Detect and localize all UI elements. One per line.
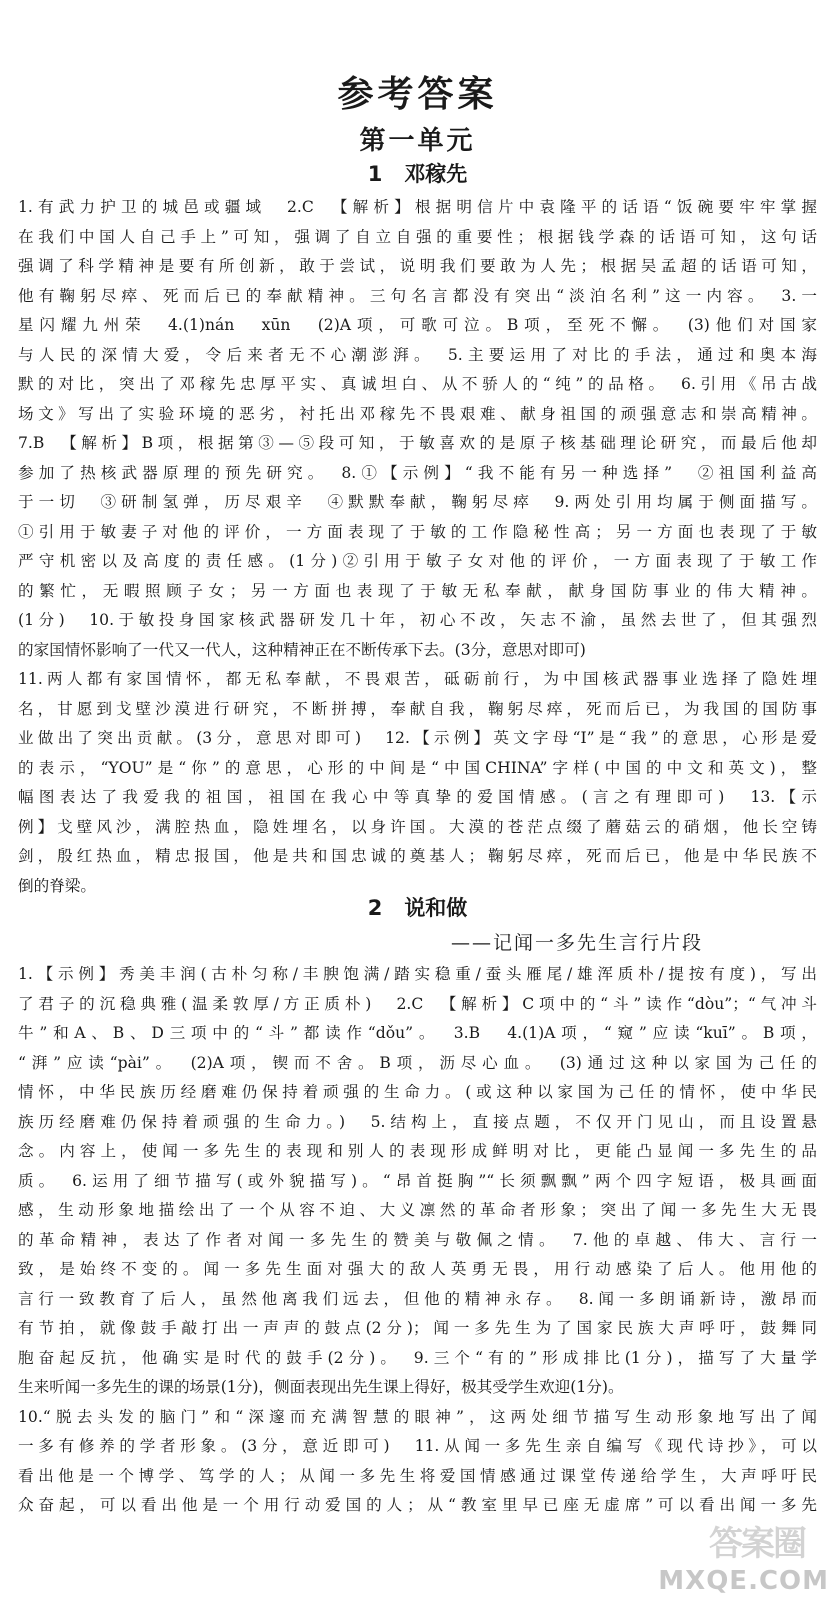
answer-line: 言行一致教育了后人，虽然他离我们远去，但他的精神永存。 8.闻一多朗诵新诗，激昂而 bbox=[18, 1289, 817, 1308]
answer-line: 1.【示例】秀美丰润(古朴匀称/丰腴饱满/踏实稳重/蚕头雁尾/雄浑质朴/提按有度)，写出 bbox=[18, 965, 817, 983]
answer-line: 参加了热核武器原理的预先研究。 8.①【示例】“我不能有另一种选择” ②祖国利益高 bbox=[18, 463, 817, 482]
answer-line: 名，甘愿到戈壁沙漠进行研究，不断拼搏，奉献自我，鞠躬尽瘁，死而后已，为我国的国防事 bbox=[18, 699, 817, 718]
answer-line: 感，生动形象地描绘出了一个从容不迫、大义凛然的革命者形象；突出了闻一多先生大无畏 bbox=[18, 1201, 817, 1219]
answer-line: 默的对比，突出了邓稼先忠厚平实、真诚坦白、从不骄人的“纯”的品格。 6.引用《吊古战 bbox=[18, 375, 817, 393]
lesson2-answers bbox=[18, 960, 817, 1521]
answer-line: 10.“脱去头发的脑门”和“深邃而充满智慧的眼神”，这两处细节描写生动形象地写出了闻 bbox=[18, 1407, 817, 1426]
lesson-title bbox=[0, 158, 835, 188]
answer-line: 1.有武力护卫的城邑或疆域 2.C 【解析】根据明信片中袁隆平的话语“饭碗要牢牢掌握 bbox=[18, 198, 817, 216]
answer-line: 胞奋起反抗，他确实是时代的鼓手(2分)。 9.三个“有的”形成排比(1分)，描写了大量学 bbox=[18, 1348, 817, 1367]
answer-line: 族历经磨难仍保持着顽强的生命力。) 5.结构上，直接点题，不仅开门见山，而且设置悬 bbox=[18, 1112, 817, 1131]
answer-line: 有节拍，就像鼓手敲打出一声声的鼓点(2分)；闻一多先生为了国家民族大声呼吁，鼓舞同 bbox=[18, 1319, 817, 1337]
answer-line: 严守机密以及高度的责任感。(1分)②引用于敏子女对他的评价，一方面表现了于敏工作 bbox=[18, 552, 817, 570]
answer-line: 星闪耀九州荣 4.(1)nán xūn (2)A项，可歌可泣。B项，至死不懈。 (3)他们对国家 bbox=[18, 316, 817, 334]
answer-line: 强调了科学精神是要有所创新，敢于尝试，说明我们要敢为人先；根据吴孟超的话语可知， bbox=[18, 257, 817, 275]
answer-line: 的革命精神，表达了作者对闻一多先生的赞美与敬佩之情。 7.他的卓越、伟大、言行一 bbox=[18, 1230, 817, 1249]
answer-line: 在我们中国人自己手上”可知，强调了自立自强的重要性；根据钱学森的话语可知，这句话 bbox=[18, 227, 817, 246]
answer-line: 剑，殷红热血，精忠报国，他是共和国忠诚的奠基人；鞠躬尽瘁，死而后已，他是中华民族不 bbox=[18, 847, 817, 865]
lesson-number: 1 bbox=[367, 162, 383, 186]
answer-line: 生来听闻一多先生的课的场景(1分)，侧面表现出先生课上得好，极其受学生欢迎(1分)。 bbox=[18, 1378, 624, 1396]
answer-line: 牛”和A、B、D三项中的“斗”都读作“dǒu”。 3.B 4.(1)A项，“窥”应读“kuī”。B项， bbox=[18, 1024, 817, 1042]
lesson-number: 2 bbox=[367, 896, 383, 920]
answer-line: 与人民的深情大爱，令后来者无不心潮澎湃。 5.主要运用了对比的手法，通过和奥本海 bbox=[18, 345, 817, 364]
answer-line: 了君子的沉稳典雅(温柔敦厚/方正质朴) 2.C 【解析】C项中的“斗”读作“dòu”；“气冲斗 bbox=[18, 994, 817, 1013]
unit-title: 第一单元 bbox=[359, 126, 476, 156]
answer-line: 场文》写出了实验环境的恶劣，衬托出邓稼先不畏艰难、献身祖国的顽强意志和崇高精神。 bbox=[18, 404, 817, 423]
answer-line: 看出他是一个博学、笃学的人；从闻一多先生将爱国情感通过课堂传递给学生，大声呼吁民 bbox=[18, 1466, 817, 1485]
answer-line: 致，是始终不变的。闻一多先生面对强大的敌人英勇无畏，用行动感染了后人。他用他的 bbox=[18, 1260, 817, 1278]
answer-line: 倒的脊梁。 bbox=[18, 876, 96, 895]
answer-line: 7.B 【解析】B项，根据第③—⑤段可知，于敏喜欢的是原子核基础理论研究，而最后他却 bbox=[18, 434, 817, 452]
answer-line: 一多有修养的学者形象。(3分，意近即可) 11.从闻一多先生亲自编写《现代诗抄》，可以 bbox=[18, 1437, 817, 1455]
answer-line: (1分) 10.于敏投身国家核武器研发几十年，初心不改，矢志不渝，虽然去世了，但其强烈 bbox=[18, 611, 817, 629]
answer-line: 业做出了突出贡献。(3分，意思对即可) 12.【示例】英文字母“I”是“我”的意思，心形是爱 bbox=[18, 729, 817, 747]
answer-line: 他有鞠躬尽瘁、死而后已的奉献精神。三句名言都没有突出“淡泊名利”这一内容。 3.一 bbox=[18, 286, 817, 305]
answer-line: “湃”应读“pài”。 (2)A项，锲而不舍。B项，沥尽心血。 (3)通过这种以家国为己任的 bbox=[18, 1053, 817, 1072]
answer-line: 念。内容上，使闻一多先生的表现和别人的表现形成鲜明对比，更能凸显闻一多先生的品 bbox=[18, 1142, 817, 1160]
answer-line: 例】戈壁风沙，满腔热血，隐姓埋名，以身许国。大漠的苍茫点缀了蘑菇云的硝烟，他长空铸 bbox=[18, 817, 817, 836]
lesson-subtitle: ——记闻一多先生言行片段 bbox=[450, 932, 703, 954]
lesson-name: 说和做 bbox=[404, 896, 468, 920]
answer-line: 的家国情怀影响了一代又一代人，这种精神正在不断传承下去。(3分，意思对即可) bbox=[18, 640, 586, 659]
answer-line: 于一切 ③研制氢弹，历尽艰辛 ④默默奉献，鞠躬尽瘁 9.两处引用均属于侧面描写。 bbox=[18, 493, 817, 511]
site-watermark bbox=[639, 1516, 829, 1596]
answer-line: 众奋起，可以看出他是一个用行动爱国的人；从“教室里早已座无虚席”可以看出闻一多先 bbox=[18, 1496, 817, 1514]
answer-line: 的繁忙，无暇照顾子女；另一方面也表现了于敏无私奉献，献身国防事业的伟大精神。 bbox=[18, 581, 817, 600]
answer-line: 的表示，“YOU”是“你”的意思，心形的中间是“中国CHINA”字样(中国的中文和英文)，整 bbox=[18, 758, 817, 777]
lesson-name: 邓稼先 bbox=[404, 162, 468, 186]
answer-line: ①引用于敏妻子对他的评价，一方面表现了于敏的工作隐秘性高；另一方面也表现了于敏 bbox=[18, 522, 817, 541]
lesson-title bbox=[0, 892, 835, 922]
page-title: 参考答案 bbox=[337, 74, 498, 115]
answer-line: 情怀，中华民族历经磨难仍保持着顽强的生命力。(或这种以家国为己任的情怀，使中华民 bbox=[18, 1083, 817, 1101]
watermark-text: MXQE.COM bbox=[658, 1566, 829, 1596]
watermark-logo: 答案圈 bbox=[709, 1524, 805, 1564]
lesson1-answers bbox=[18, 193, 817, 901]
answer-line: 幅图表达了我爱我的祖国，祖国在我心中等真挚的爱国情感。(言之有理即可) 13.【示 bbox=[18, 788, 817, 806]
answer-line: 质。 6.运用了细节描写(或外貌描写)。“昂首挺胸”“长须飘飘”两个四字短语，极具画面 bbox=[18, 1171, 817, 1190]
answer-line: 11.两人都有家国情怀，都无私奉献，不畏艰苦，砥砺前行，为中国核武器事业选择了隐姓埋 bbox=[18, 670, 817, 688]
